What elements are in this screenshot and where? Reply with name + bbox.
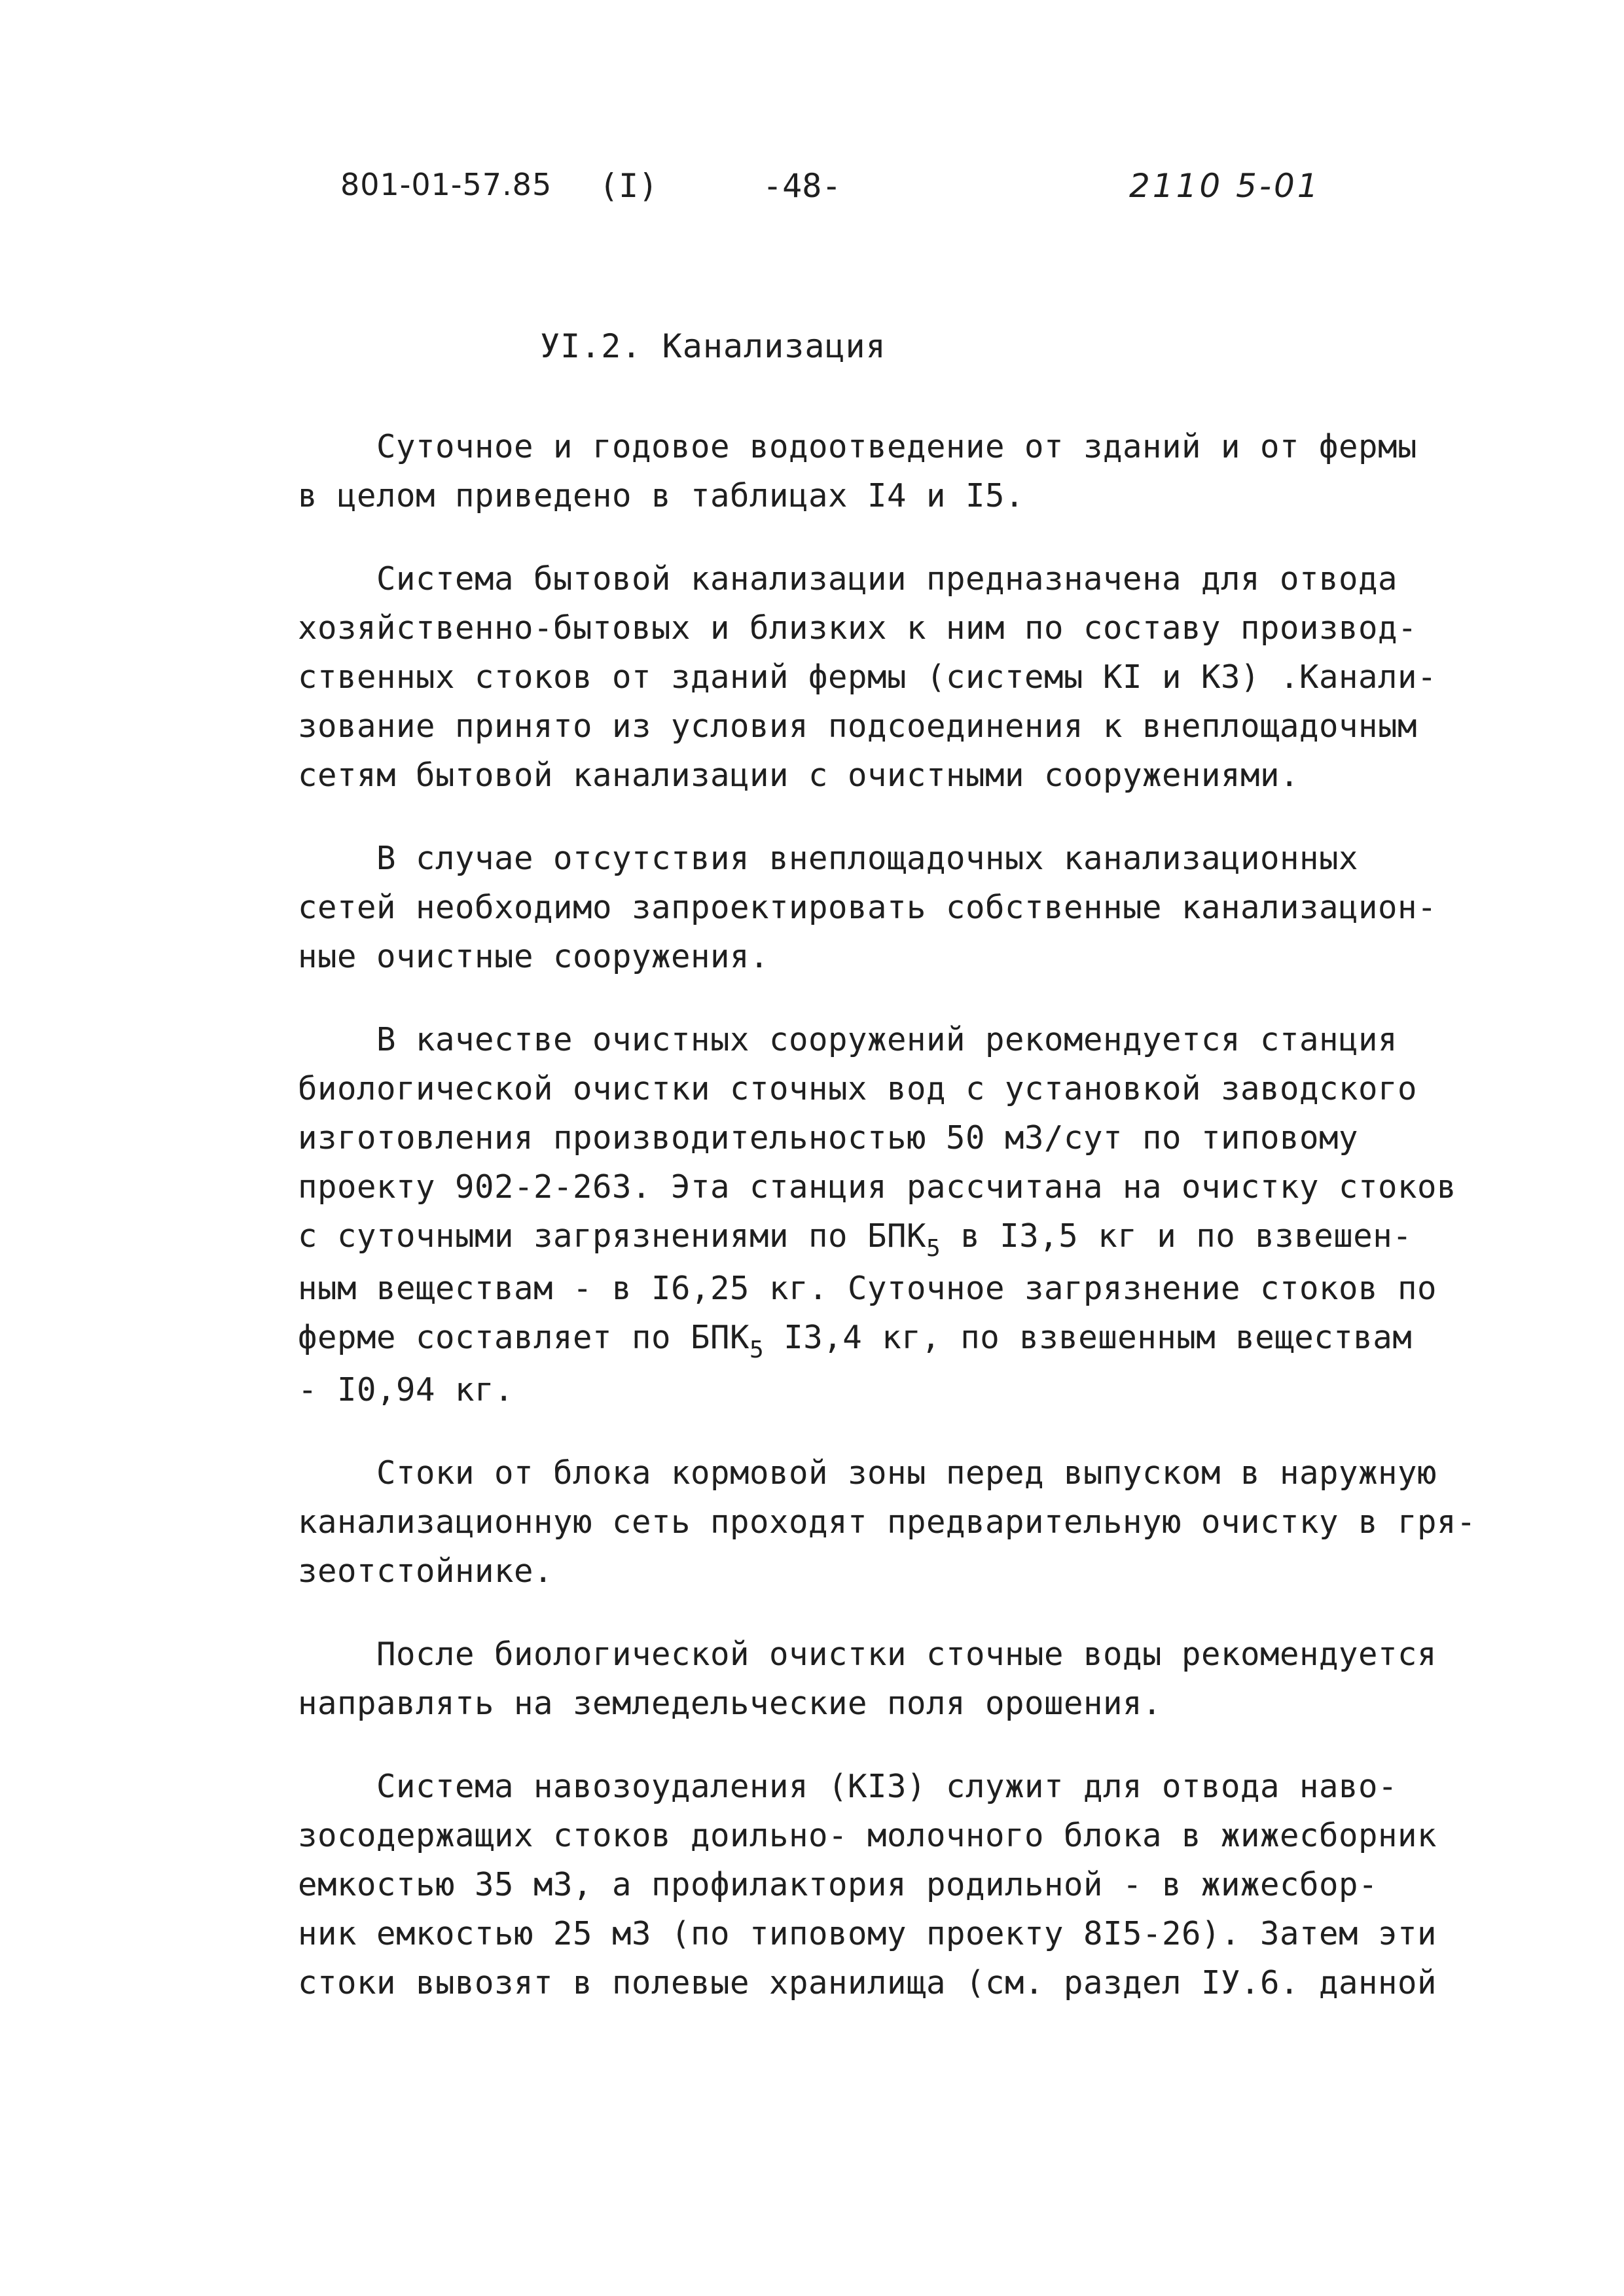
text-line: Система бытовой канализации предназначена для отвода xyxy=(298,560,1398,598)
text-line: изготовления производительностью 50 м3/сут по типовому xyxy=(298,1119,1359,1157)
text-line: Стоки от блока кормовой зоны перед выпуском в наружную xyxy=(298,1454,1437,1492)
volume-number: (I) xyxy=(599,167,659,205)
paragraph-5 xyxy=(298,1448,1535,1596)
text-fragment: в I3,5 кг и по взвешен- xyxy=(941,1217,1413,1255)
text-line: сетей необходимо запроектировать собственные канализацион- xyxy=(298,889,1437,926)
page-header xyxy=(0,167,1624,219)
text-line: - I0,94 кг. xyxy=(298,1371,514,1408)
text-line: ник емкостью 25 м3 (по типовому проекту 8I5-26). Затем эти xyxy=(298,1915,1437,1952)
text-line: зование принято из условия подсоединения к внеплощадочным xyxy=(298,708,1418,745)
project-code: 801-01-57.85 xyxy=(340,167,552,202)
text-line: проекту 902-2-263. Эта станция рассчитана на очистку стоков xyxy=(298,1168,1457,1206)
text-line: В случае отсутствия внеплощадочных канализационных xyxy=(298,840,1359,877)
text-fragment: I3,4 кг, по взвешенным веществам xyxy=(764,1319,1413,1356)
text-fragment: с суточными загрязнениями по БПК xyxy=(298,1217,927,1255)
text-line-bpk xyxy=(298,1313,1535,1365)
paragraph-6 xyxy=(298,1630,1535,1728)
text-line: направлять на земледельческие поля орошения. xyxy=(298,1685,1163,1722)
section-title: УI.2. Канализация xyxy=(540,327,886,365)
document-number: 2110 5-01 xyxy=(1129,167,1321,205)
text-fragment: ферме составляет по БПК xyxy=(298,1319,750,1356)
body-text xyxy=(298,422,1535,2041)
paragraph-2 xyxy=(298,554,1535,800)
text-line: зосодержащих стоков доильно- молочного блока в жижесборник xyxy=(298,1817,1437,1854)
paragraph-7 xyxy=(298,1762,1535,2007)
text-line: Система навозоудаления (КI3) служит для отвода наво- xyxy=(298,1768,1398,1805)
text-line: хозяйственно-бытовых и близких к ним по составу производ- xyxy=(298,609,1418,647)
text-line: биологической очистки сточных вод с установкой заводского xyxy=(298,1070,1418,1107)
text-line: ным веществам - в I6,25 кг. Суточное загрязнение стоков по xyxy=(298,1270,1437,1307)
paragraph-4 xyxy=(298,1015,1535,1414)
page-number: -48- xyxy=(763,167,842,205)
text-line: стоки вывозят в полевые хранилища (см. раздел IУ.6. данной xyxy=(298,1964,1437,2001)
paragraph-1 xyxy=(298,422,1535,520)
text-line: Суточное и годовое водоотведение от зданий и от фермы xyxy=(298,428,1418,465)
text-line-bpk xyxy=(298,1211,1535,1264)
subscript: 5 xyxy=(926,1235,941,1262)
text-line: В качестве очистных сооружений рекомендуется станция xyxy=(298,1021,1398,1058)
text-line: После биологической очистки сточные воды рекомендуется xyxy=(298,1636,1437,1673)
text-line: сетям бытовой канализации с очистными сооружениями. xyxy=(298,757,1300,794)
text-line: ственных стоков от зданий фермы (системы КI и К3) .Канали- xyxy=(298,658,1437,696)
subscript: 5 xyxy=(749,1336,765,1363)
text-line: емкостью 35 м3, а профилактория родильной - в жижесбор- xyxy=(298,1866,1379,1903)
text-line: ные очистные сооружения. xyxy=(298,938,770,975)
text-line: зеотстойнике. xyxy=(298,1552,554,1590)
text-line: канализационную сеть проходят предварительную очистку в гря- xyxy=(298,1503,1477,1541)
paragraph-3 xyxy=(298,834,1535,981)
text-line: в целом приведено в таблицах I4 и I5. xyxy=(298,477,1025,514)
